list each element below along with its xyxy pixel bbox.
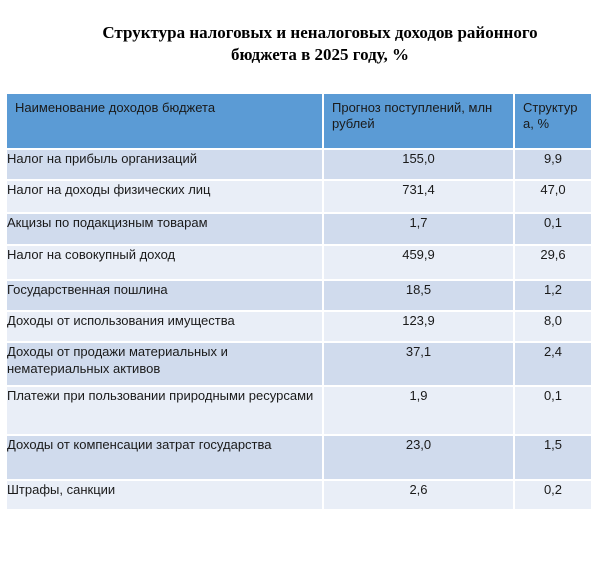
share-cell: 0,1 [514, 213, 592, 245]
share-cell: 1,2 [514, 280, 592, 311]
forecast-cell: 1,9 [323, 386, 514, 435]
forecast-cell: 459,9 [323, 245, 514, 280]
income-name-cell: Налог на совокупный доход [6, 245, 323, 280]
forecast-cell: 2,6 [323, 480, 514, 510]
income-name-cell: Налог на прибыль организаций [6, 149, 323, 180]
income-name-cell: Акцизы по подакцизным товарам [6, 213, 323, 245]
forecast-cell: 123,9 [323, 311, 514, 342]
forecast-cell: 1,7 [323, 213, 514, 245]
share-cell: 29,6 [514, 245, 592, 280]
table-row [6, 435, 592, 480]
income-name-cell: Доходы от использования имущества [6, 311, 323, 342]
table-header-row [6, 93, 592, 149]
table-row [6, 149, 592, 180]
title-line-2: бюджета в 2025 году, % [231, 45, 409, 64]
header-forecast: Прогноз поступлений, млн рублей [323, 93, 514, 149]
income-name-cell: Государственная пошлина [6, 280, 323, 311]
header-share: Структур а, % [514, 93, 592, 149]
table-row [6, 480, 592, 510]
share-cell: 0,2 [514, 480, 592, 510]
table-row [6, 311, 592, 342]
table-row [6, 213, 592, 245]
forecast-cell: 731,4 [323, 180, 514, 213]
forecast-cell: 23,0 [323, 435, 514, 480]
share-cell: 8,0 [514, 311, 592, 342]
table-row [6, 342, 592, 386]
page-title [40, 22, 600, 66]
table-row [6, 386, 592, 435]
income-name-cell: Платежи при пользовании природными ресурсами [6, 386, 323, 435]
forecast-cell: 18,5 [323, 280, 514, 311]
header-income-name: Наименование доходов бюджета [6, 93, 323, 149]
income-name-cell: Доходы от продажи материальных и нематериальных активов [6, 342, 323, 386]
budget-income-table [5, 92, 593, 511]
title-line-1: Структура налоговых и неналоговых доходов районного [102, 23, 538, 42]
table-row [6, 245, 592, 280]
income-name-cell: Доходы от компенсации затрат государства [6, 435, 323, 480]
share-cell: 47,0 [514, 180, 592, 213]
share-cell: 2,4 [514, 342, 592, 386]
forecast-cell: 37,1 [323, 342, 514, 386]
share-cell: 0,1 [514, 386, 592, 435]
forecast-cell: 155,0 [323, 149, 514, 180]
table-row [6, 280, 592, 311]
table-row [6, 180, 592, 213]
income-name-cell: Штрафы, санкции [6, 480, 323, 510]
share-cell: 1,5 [514, 435, 592, 480]
share-cell: 9,9 [514, 149, 592, 180]
income-name-cell: Налог на доходы физических лиц [6, 180, 323, 213]
